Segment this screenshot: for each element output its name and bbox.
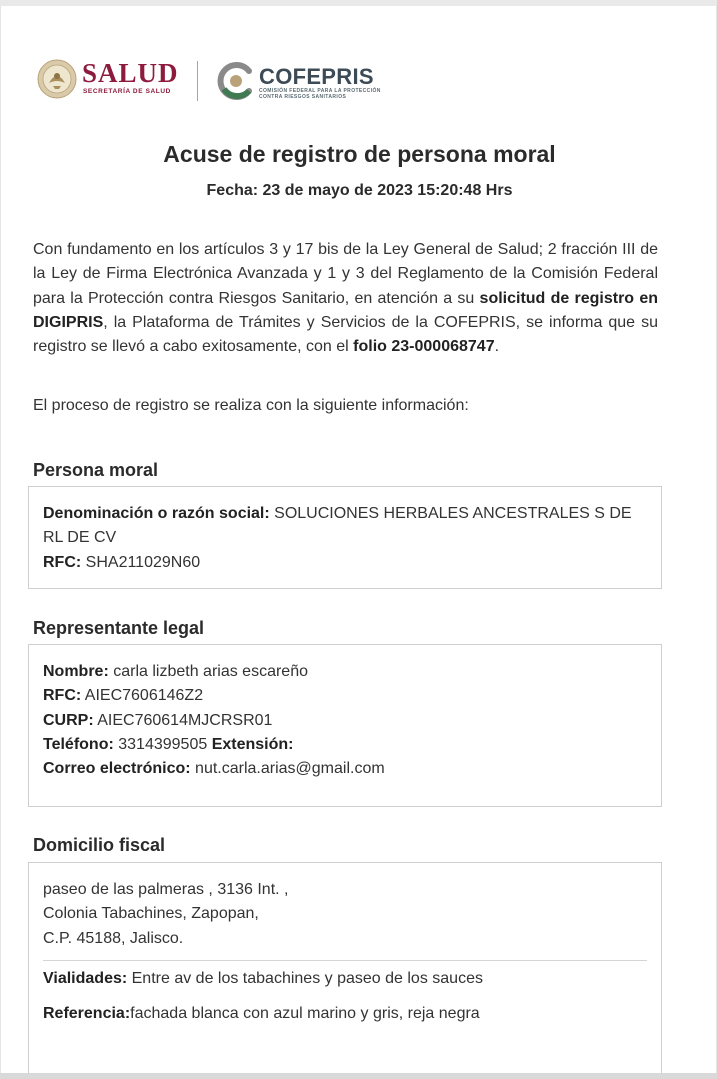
- domicilio-box: [28, 862, 662, 1073]
- cofepris-logo-icon: [216, 61, 256, 101]
- correo-row: [43, 757, 647, 781]
- referencia-label: Referencia:: [43, 1005, 131, 1023]
- rfc-value: SHA211029N60: [81, 553, 201, 571]
- extension-label: Extensión:: [211, 735, 294, 753]
- denominacion-value: SOLUCIONES HERBALES ANCESTRALES S DE RL DE CV: [43, 505, 632, 547]
- header-logos: [37, 56, 457, 102]
- address-line-3: C.P. 45188, Jalisco.: [43, 929, 184, 947]
- cofepris-subtitle-line-1: COMISIÓN FEDERAL PARA LA PROTECCIÓN: [259, 88, 381, 94]
- nombre-value: carla lizbeth arias escareño: [108, 663, 308, 680]
- curp-label: CURP:: [43, 711, 94, 729]
- curp-row: [43, 709, 647, 733]
- cofepris-logo-text: COFEPRIS: [259, 64, 374, 89]
- rep-rfc-row: [43, 684, 647, 708]
- vialidades-value: Entre av de los tabachines y paseo de los sauces: [127, 969, 483, 987]
- denominacion-row: [43, 502, 647, 551]
- intro-bold-request: solicitud de registro en DIGIPRIS: [33, 289, 658, 331]
- persona-moral-box: [28, 486, 662, 589]
- document-page: [0, 6, 717, 1073]
- cofepris-subtitle-line-2: CONTRA RIESGOS SANITARIOS: [259, 93, 347, 100]
- logo-divider: [197, 61, 198, 101]
- nombre-row: [43, 660, 647, 684]
- lead-text: El proceso de registro se realiza con la siguiente información:: [33, 397, 469, 414]
- salud-subtitle: SECRETARÍA DE SALUD: [83, 88, 171, 95]
- cofepris-subtitle: [259, 89, 419, 100]
- telefono-row: [43, 733, 647, 757]
- section-title-representante: Representante legal: [33, 618, 205, 638]
- address-divider: [43, 960, 647, 961]
- mexico-seal-icon: [37, 59, 77, 99]
- denominacion-label: Denominación o razón social:: [43, 505, 270, 522]
- rfc-row: [43, 551, 647, 575]
- salud-logo-text: SALUD: [82, 58, 179, 88]
- telefono-value: 3314399505: [113, 735, 212, 753]
- telefono-label: Teléfono:: [43, 735, 114, 753]
- correo-value: nut.carla.arias@gmail.com: [190, 760, 385, 778]
- section-title-domicilio: Domicilio fiscal: [33, 835, 166, 855]
- document-date: Fecha: 23 de mayo de 2023 15:20:48 Hrs: [206, 182, 513, 199]
- section-title-persona-moral: Persona moral: [33, 460, 159, 480]
- curp-value: AIEC760614MJCRSR01: [93, 711, 273, 729]
- correo-label: Correo electrónico:: [43, 760, 191, 778]
- intro-text-3: .: [494, 338, 500, 356]
- rfc-label: RFC:: [43, 553, 82, 571]
- rep-rfc-value: AIEC7606146Z2: [81, 687, 204, 705]
- referencia-value: fachada blanca con azul marino y gris, reja negra: [130, 1005, 480, 1023]
- address-line-1: paseo de las palmeras , 3136 Int. ,: [43, 881, 289, 898]
- rep-rfc-label: RFC:: [43, 687, 82, 705]
- nombre-label: Nombre:: [43, 663, 109, 680]
- intro-text-1: Con fundamento en los artículos 3 y 17 bis de la Ley General de Salud; 2 fracción III de la Ley de Firma Electrónica Avanzada y 1 y 3 del Reglamento de la Comisión Federal para la Protección contra Riesgos Sanitario, en atención a su: [33, 241, 658, 307]
- vialidades-label: Vialidades:: [43, 969, 128, 987]
- bottom-edge: [0, 1073, 717, 1079]
- vialidades-row: [43, 967, 647, 991]
- referencia-row: [43, 1002, 647, 1026]
- document-title: Acuse de registro de persona moral: [163, 141, 556, 167]
- intro-bold-folio: folio 23-000068747: [353, 338, 495, 356]
- intro-text-2: , la Plataforma de Trámites y Servicios de la COFEPRIS, se informa que su registro se llevó a cabo exitosamente, con el: [33, 313, 658, 356]
- representante-box: [28, 644, 662, 807]
- intro-paragraph: [33, 238, 658, 359]
- address-line-2: Colonia Tabachines, Zapopan,: [43, 905, 259, 923]
